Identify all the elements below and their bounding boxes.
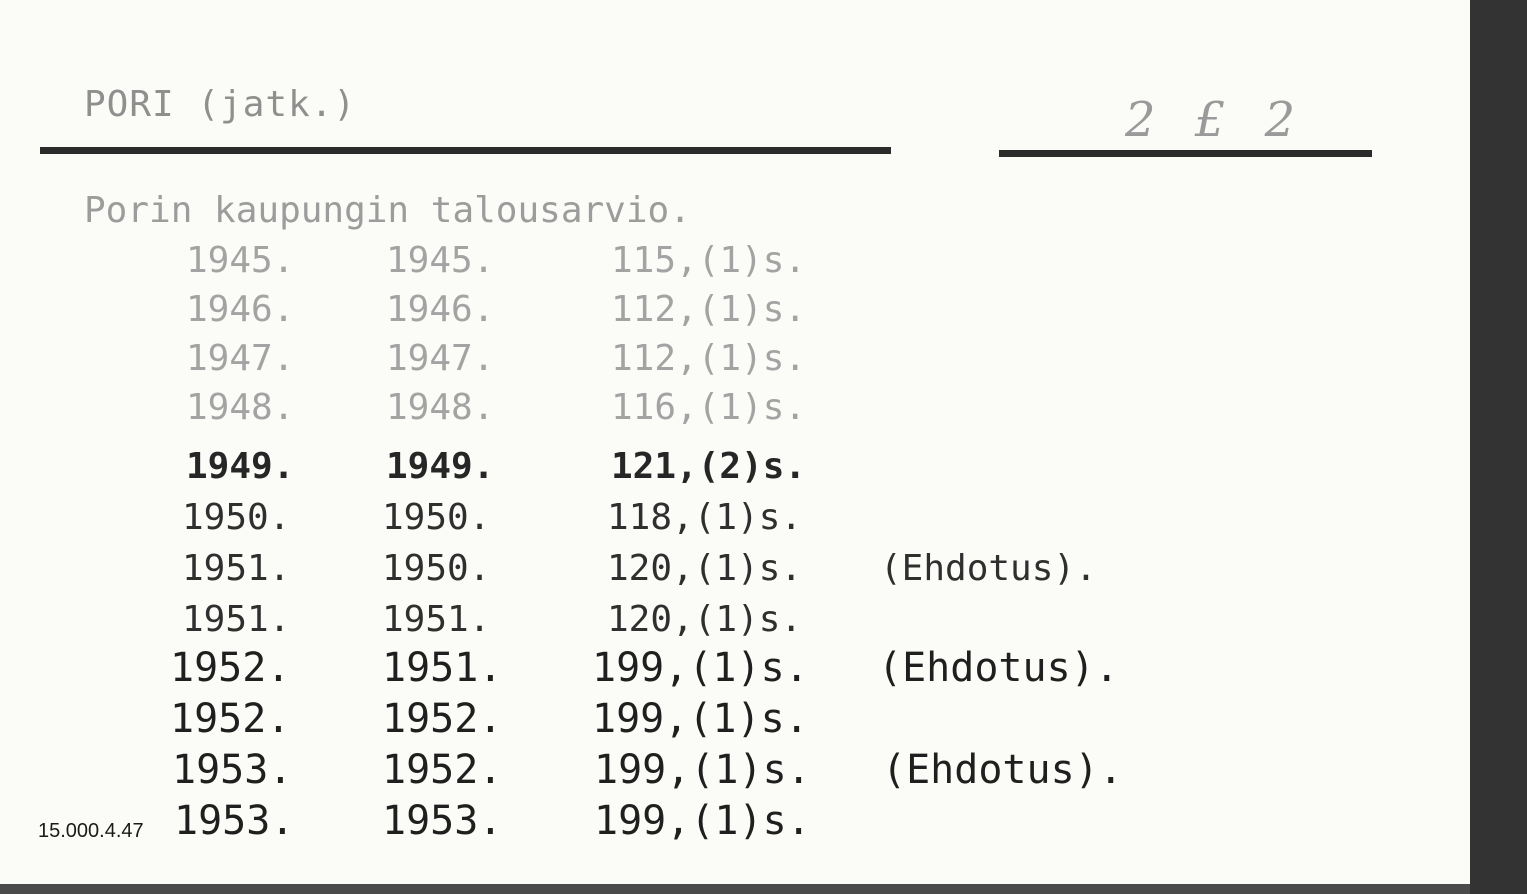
entry-pages: 118,(1)s. [607, 497, 803, 538]
entry-edition: 1950. [382, 548, 491, 589]
entry-pages: 115,(1)s. [611, 240, 807, 281]
entry-note: (Ehdotus). [882, 747, 1123, 793]
entry-edition: 1953. [382, 798, 503, 844]
entry-pages: 116,(1)s. [611, 387, 807, 428]
number-rule [999, 150, 1372, 157]
entry-row [0, 599, 1400, 647]
card-number: 2 £ 2 [1125, 92, 1308, 148]
entry-edition: 1952. [382, 696, 503, 742]
entry-year: 1953. [174, 798, 295, 844]
entry-edition: 1949. [386, 446, 495, 487]
entry-row [0, 338, 1400, 386]
entry-edition: 1947. [386, 338, 495, 379]
entry-note: (Ehdotus). [880, 548, 1097, 589]
catalog-code-stamp: 15.000.4.47 [38, 820, 144, 842]
entry-pages: 199,(1)s. [592, 645, 809, 691]
entry-note: (Ehdotus). [878, 645, 1119, 691]
entry-edition: 1945. [386, 240, 495, 281]
entry-year: 1953. [172, 747, 293, 793]
entry-year: 1951. [182, 548, 291, 589]
scan-border-bottom [0, 884, 1527, 894]
entry-year: 1948. [186, 387, 295, 428]
entry-pages: 121,(2)s. [611, 446, 807, 487]
entry-row [0, 696, 1400, 744]
entry-pages: 112,(1)s. [611, 289, 807, 330]
entry-year: 1951. [182, 599, 291, 640]
entry-edition: 1948. [386, 387, 495, 428]
entry-pages: 199,(1)s. [594, 798, 811, 844]
entry-row [0, 289, 1400, 337]
entry-row [0, 240, 1400, 288]
entry-year: 1949. [186, 446, 295, 487]
entry-edition: 1952. [382, 747, 503, 793]
entry-year: 1947. [186, 338, 295, 379]
heading-rule [40, 147, 891, 154]
entry-year: 1950. [182, 497, 291, 538]
scan-border-right [1470, 0, 1527, 894]
entry-edition: 1951. [382, 645, 503, 691]
entry-pages: 120,(1)s. [607, 599, 803, 640]
entry-pages: 199,(1)s. [592, 696, 809, 742]
entry-row [0, 548, 1400, 596]
entry-pages: 112,(1)s. [611, 338, 807, 379]
entry-row [0, 387, 1400, 435]
entry-year: 1946. [186, 289, 295, 330]
entry-year: 1952. [170, 645, 291, 691]
entry-row [0, 446, 1400, 494]
entry-edition: 1946. [386, 289, 495, 330]
entry-row [0, 645, 1400, 693]
entry-year: 1952. [170, 696, 291, 742]
entry-row [0, 497, 1400, 545]
card-heading: PORI (jatk.) [84, 84, 357, 125]
entry-row [0, 798, 1400, 846]
entry-year: 1945. [186, 240, 295, 281]
entry-pages: 120,(1)s. [607, 548, 803, 589]
card-subtitle: Porin kaupungin talousarvio. [84, 190, 691, 231]
entry-edition: 1951. [382, 599, 491, 640]
entry-row [0, 747, 1400, 795]
entry-pages: 199,(1)s. [594, 747, 811, 793]
entry-edition: 1950. [382, 497, 491, 538]
